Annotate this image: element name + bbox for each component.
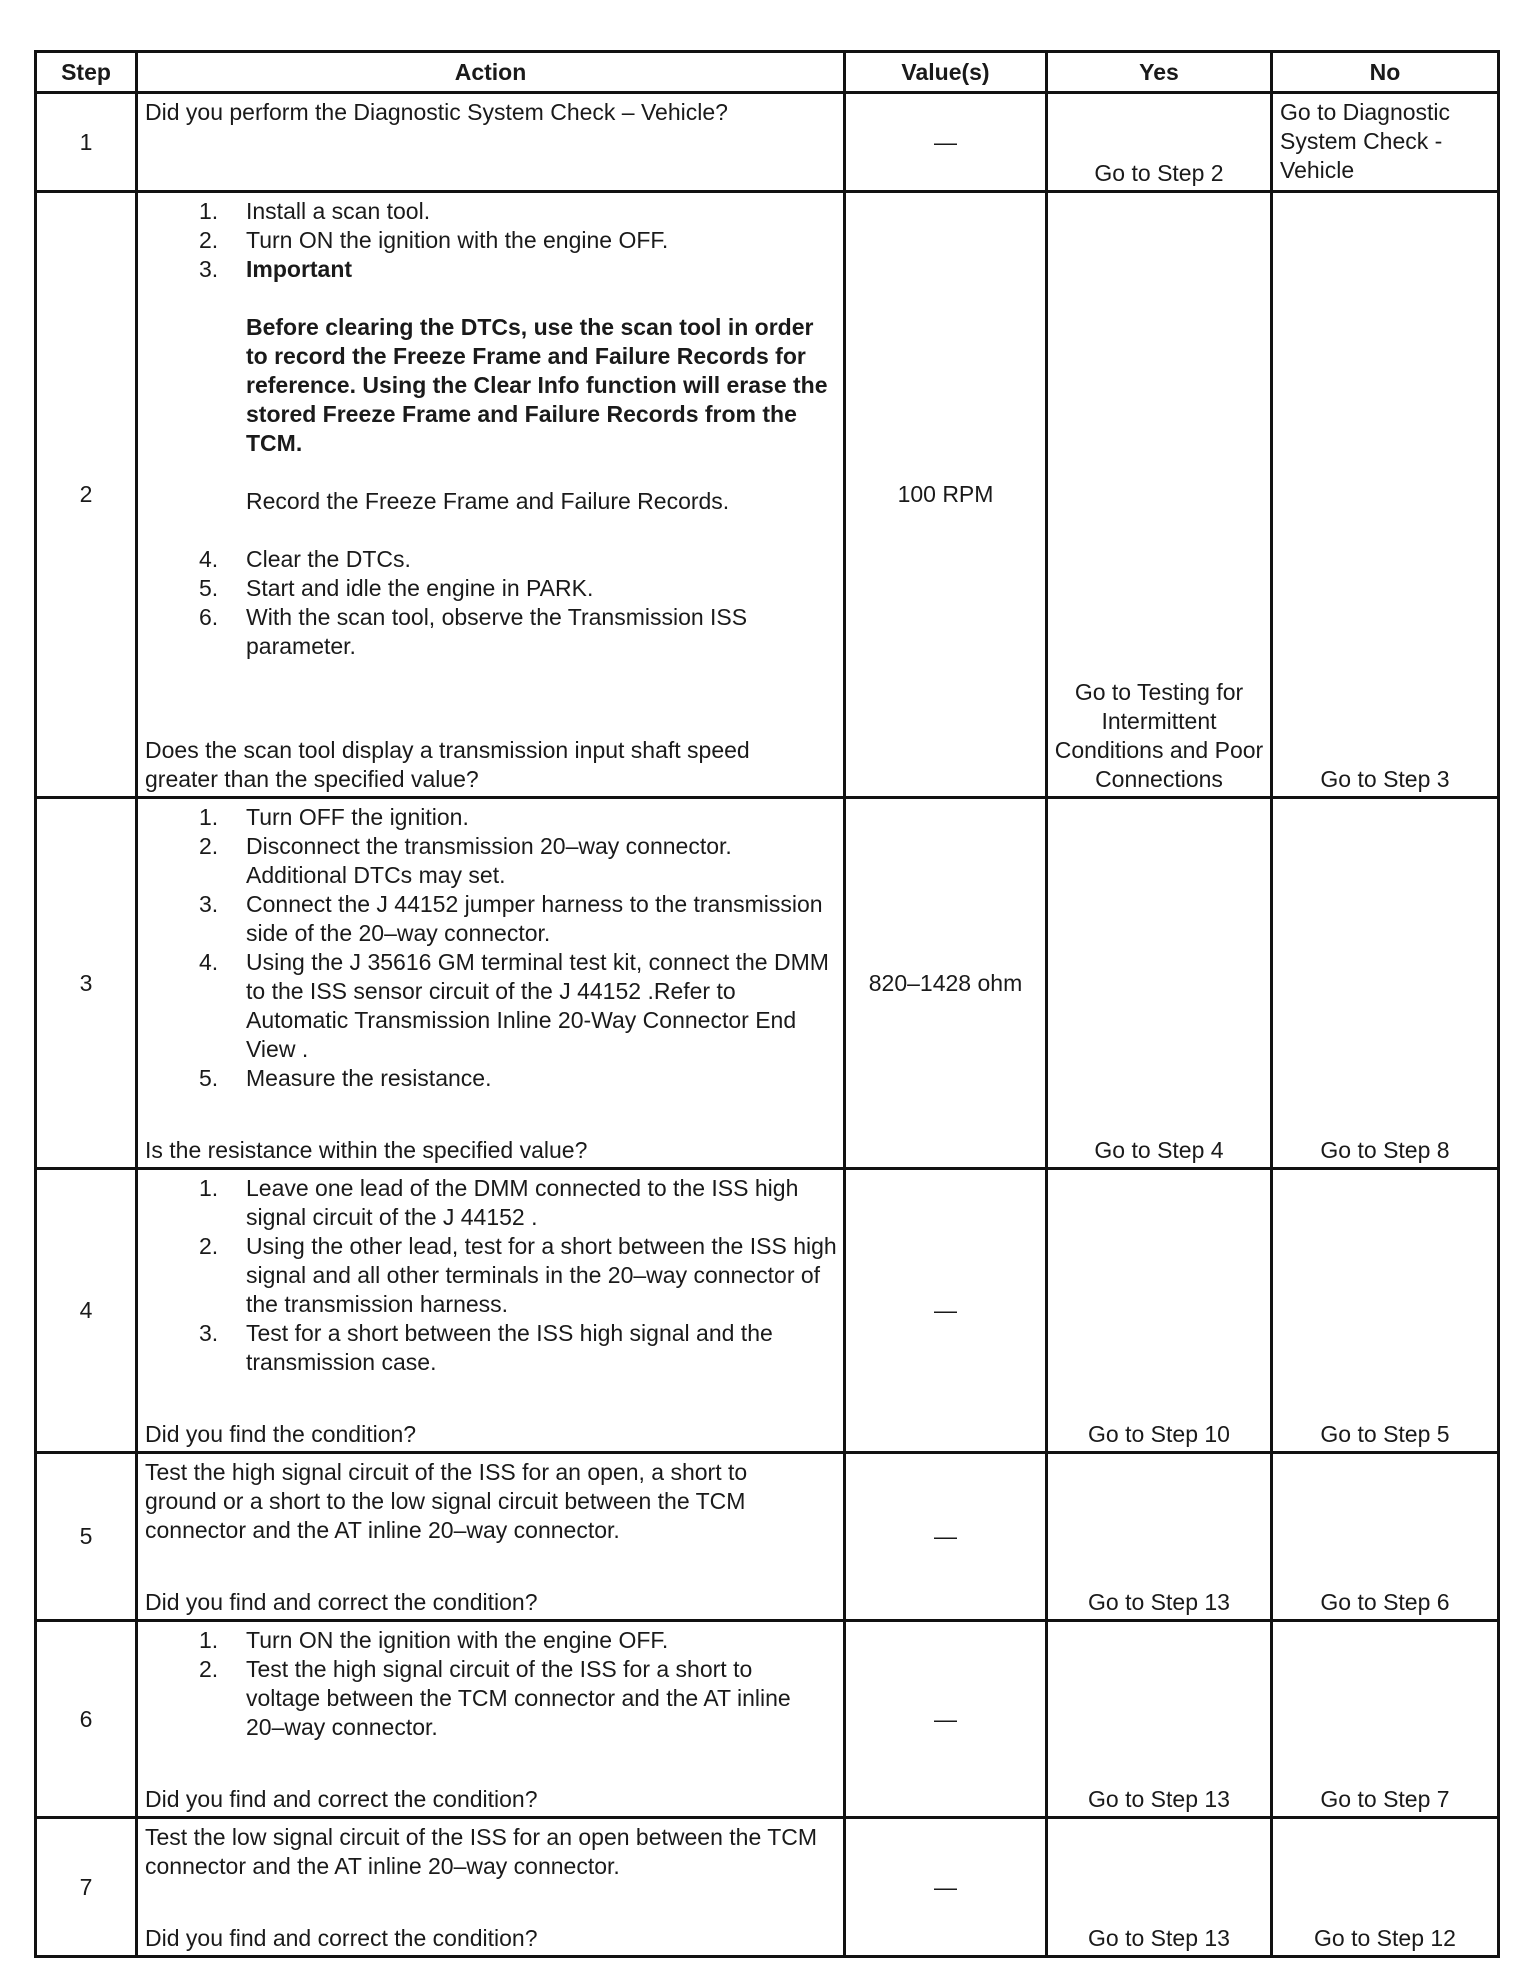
no-text: Go to Step 7: [1320, 1786, 1450, 1812]
step-number: 5: [37, 1454, 138, 1619]
action-text: Test the high signal circuit of the ISS for an open, a short to ground or a short to the low signal circuit between the TCM connector and the AT inline 20–way connector.: [145, 1459, 748, 1543]
step-number: 7: [37, 1819, 138, 1955]
no-text: Go to Step 12: [1314, 1925, 1456, 1951]
table-row-step-1: [37, 94, 1497, 193]
header-yes: Yes: [1048, 53, 1273, 91]
no-cell: Go to Diagnostic System Check - Vehicle: [1280, 99, 1451, 183]
yes-text: Go to Step 13: [1088, 1925, 1230, 1951]
list-item: 2. Disconnect the transmission 20–way connector. Additional DTCs may set.: [199, 833, 732, 888]
list-item: 1. Leave one lead of the DMM connected to the ISS high signal circuit of the J 44152 .: [199, 1175, 799, 1230]
record-instruction: Record the Freeze Frame and Failure Records.: [246, 488, 730, 514]
action-cell: [138, 799, 846, 1167]
step-number: 4: [37, 1170, 138, 1451]
list-item: 1. Install a scan tool.: [199, 198, 431, 224]
yes-text: Go to Step 10: [1088, 1421, 1230, 1447]
header-no: No: [1369, 59, 1401, 85]
no-text: Go to Step 3: [1320, 766, 1450, 792]
yes-cell: [1048, 1819, 1273, 1955]
question-text: Did you find the condition?: [145, 1421, 417, 1447]
value-cell: 100 RPM: [846, 193, 1048, 796]
yes-cell: [1048, 1170, 1273, 1451]
yes-cell: [1048, 1454, 1273, 1619]
action-cell: [138, 1622, 846, 1816]
yes-cell: [1048, 193, 1273, 796]
table-row-step-3: [37, 799, 1497, 1170]
table-row-step-6: [37, 1622, 1497, 1819]
step-number: 3: [37, 799, 138, 1167]
yes-cell: [1048, 1622, 1273, 1816]
yes-text: Go to Step 2: [1094, 160, 1224, 186]
value-cell: —: [846, 94, 1048, 190]
no-text: Go to Step 5: [1320, 1421, 1450, 1447]
list-item: 5. Start and idle the engine in PARK.: [199, 575, 594, 601]
list-item: 4. Clear the DTCs.: [199, 546, 411, 572]
yes-cell: [1048, 94, 1273, 190]
table-row-step-4: [37, 1170, 1497, 1454]
step-number: 2: [37, 193, 138, 796]
step-number: 6: [37, 1622, 138, 1816]
list-item: 3. Connect the J 44152 jumper harness to the transmission side of the 20–way connector.: [199, 891, 823, 946]
no-cell: [1273, 1170, 1497, 1451]
list-item: 2. Turn ON the ignition with the engine OFF.: [199, 227, 669, 253]
action-cell: [138, 1819, 846, 1955]
header-step: Step: [37, 53, 138, 91]
list-item: 1. Turn OFF the ignition.: [199, 804, 469, 830]
list-item: 4. Using the J 35616 GM terminal test kit, connect the DMM to the ISS sensor circuit of the J 44152 .Refer to Automatic Transmission Inline 20-Way Connector End View .: [199, 949, 829, 1062]
yes-cell: [1048, 799, 1273, 1167]
action-text: Test the low signal circuit of the ISS for an open between the TCM connector and the AT inline 20–way connector.: [145, 1824, 818, 1879]
no-cell: [1273, 1622, 1497, 1816]
yes-text: Go to Step 13: [1088, 1589, 1230, 1615]
value-cell: —: [846, 1170, 1048, 1451]
question-text: Does the scan tool display a transmission input shaft speed greater than the specified value?: [145, 737, 750, 792]
important-note: Before clearing the DTCs, use the scan tool in order to record the Freeze Frame and Failure Records for reference. Using the Clear Info function will erase the stored Freeze Frame and Failure Records from the TCM.: [246, 314, 828, 456]
table-row-step-5: [37, 1454, 1497, 1622]
question-text: Did you find and correct the condition?: [145, 1589, 538, 1615]
list-item: 3. Test for a short between the ISS high signal and the transmission case.: [199, 1320, 773, 1375]
yes-text: Go to Step 4: [1094, 1137, 1224, 1163]
no-text: Go to Step 8: [1320, 1137, 1450, 1163]
action-cell: [138, 1454, 846, 1619]
action-cell: [138, 193, 846, 796]
list-item: 5. Measure the resistance.: [199, 1065, 492, 1091]
table-header: [37, 53, 1497, 94]
yes-text: Go to Step 13: [1088, 1786, 1230, 1812]
value-cell: —: [846, 1622, 1048, 1816]
no-cell: [1273, 799, 1497, 1167]
table-row-step-2: [37, 193, 1497, 799]
list-item: 2. Using the other lead, test for a short between the ISS high signal and all other terminals in the 20–way connector of the transmission harness.: [199, 1233, 837, 1317]
value-cell: 820–1428 ohm: [846, 799, 1048, 1167]
list-item: 1. Turn ON the ignition with the engine OFF.: [199, 1627, 669, 1653]
question-text: Is the resistance within the specified value?: [145, 1137, 588, 1163]
question-text: Did you find and correct the condition?: [145, 1786, 538, 1812]
action-cell: [138, 1170, 846, 1451]
value-cell: —: [846, 1454, 1048, 1619]
value-cell: —: [846, 1819, 1048, 1955]
table-row-step-7: [37, 1819, 1497, 1955]
diagnostic-table: [34, 50, 1500, 1958]
question-text: Did you find and correct the condition?: [145, 1925, 538, 1951]
header-action: Action: [138, 53, 846, 91]
list-item: 2. Test the high signal circuit of the ISS for a short to voltage between the TCM connector and the AT inline 20–way connector.: [199, 1656, 791, 1740]
header-values: Value(s): [846, 53, 1048, 91]
yes-text: Go to Testing for Intermittent Conditions and Poor Connections: [1054, 679, 1264, 792]
action-text: Did you perform the Diagnostic System Check – Vehicle?: [138, 94, 846, 190]
no-cell: [1273, 1454, 1497, 1619]
no-text: Go to Step 6: [1320, 1589, 1450, 1615]
list-item: 6. With the scan tool, observe the Transmission ISS parameter.: [199, 604, 748, 659]
step-number: 1: [37, 94, 138, 190]
no-cell: [1273, 193, 1497, 796]
list-item: 3. Important: [199, 256, 353, 282]
no-cell: [1273, 1819, 1497, 1955]
